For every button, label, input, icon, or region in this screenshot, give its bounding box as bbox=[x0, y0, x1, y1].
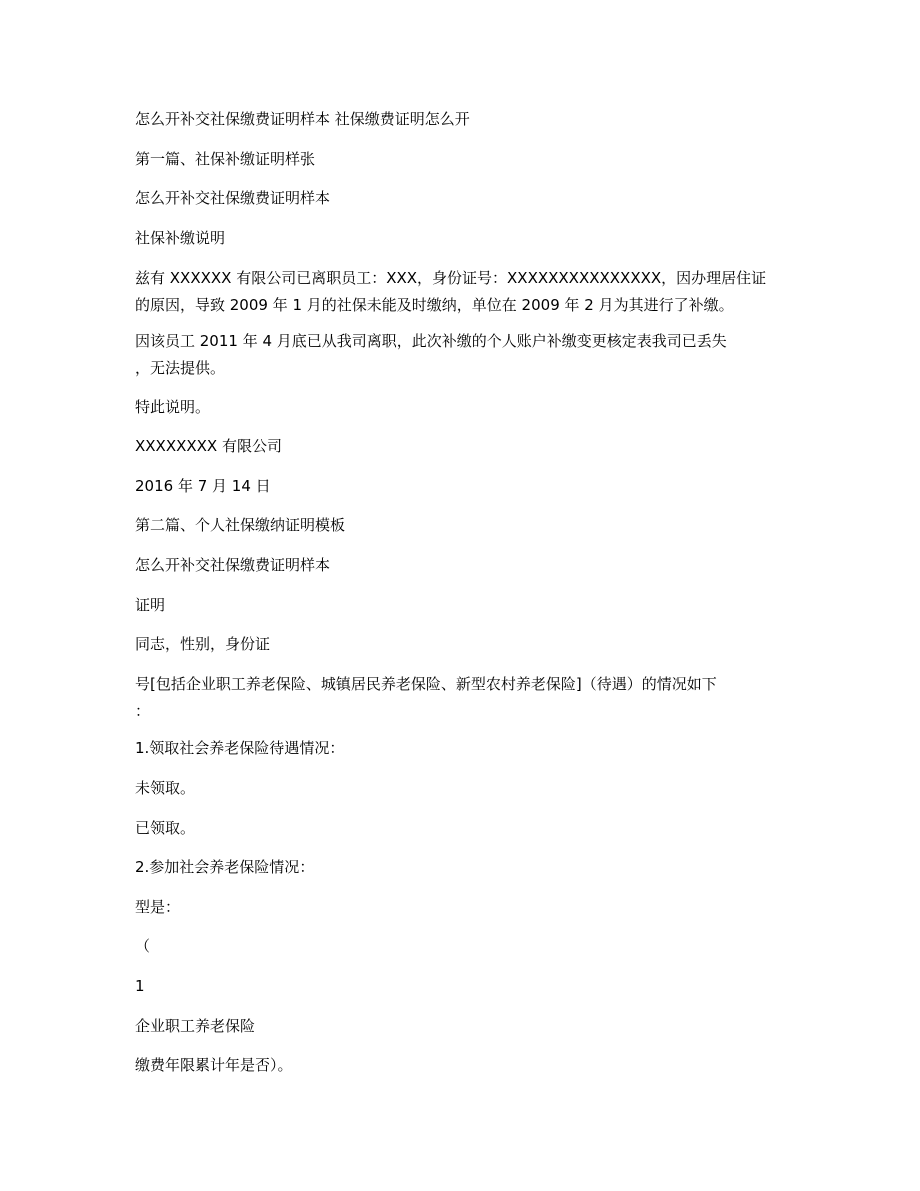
section2-id-paragraph bbox=[135, 671, 785, 725]
section1-closing: 特此说明。 bbox=[135, 398, 211, 416]
section1-body-paragraph-1 bbox=[135, 265, 785, 319]
section2-item-1: 1.领取社会养老保险待遇情况： bbox=[135, 739, 345, 757]
id-line-1: 号[包括企业职工养老保险、城镇居民养老保险、新型农村养老保险]（待遇）的情况如下 bbox=[135, 675, 717, 693]
body2-line-1: 因该员工 2011 年 4 月底已从我司离职，此次补缴的个人账户补缴变更核定表我司已丢失 bbox=[135, 332, 727, 350]
section2-insurance-type: 企业职工养老保险 bbox=[135, 1017, 256, 1035]
section2-item-1-a: 未领取。 bbox=[135, 779, 196, 797]
section2-doc-title: 证明 bbox=[135, 596, 166, 614]
id-line-2: ： bbox=[135, 702, 151, 720]
section1-doc-title: 社保补缴说明 bbox=[135, 229, 226, 247]
section1-heading: 第一篇、社保补缴证明样张 bbox=[135, 150, 316, 168]
section1-subheading: 怎么开补交社保缴费证明样本 bbox=[135, 189, 331, 207]
section2-paren-open: （ bbox=[135, 937, 151, 955]
section2-item-2: 2.参加社会养老保险情况： bbox=[135, 858, 315, 876]
section1-company: XXXXXXXX 有限公司 bbox=[135, 437, 282, 455]
section1-body-paragraph-2 bbox=[135, 328, 785, 382]
section2-comrade-line: 同志，性别，身份证 bbox=[135, 635, 271, 653]
section2-type-label: 型是： bbox=[135, 898, 181, 916]
section2-item-1-b: 已领取。 bbox=[135, 819, 196, 837]
body2-line-2: ，无法提供。 bbox=[135, 359, 226, 377]
section2-heading: 第二篇、个人社保缴纳证明模板 bbox=[135, 516, 346, 534]
section2-years-note: 缴费年限累计年是否）。 bbox=[135, 1056, 293, 1074]
section1-date: 2016 年 7 月 14 日 bbox=[135, 477, 271, 495]
section2-number-one: 1 bbox=[135, 977, 145, 995]
document-title: 怎么开补交社保缴费证明样本 社保缴费证明怎么开 bbox=[135, 110, 470, 128]
body1-line-2: 的原因，导致 2009 年 1 月的社保未能及时缴纳，单位在 2009 年 2 月为其进行了补缴。 bbox=[135, 296, 734, 314]
body1-line-1: 兹有 XXXXXX 有限公司已离职员工：XXX，身份证号：XXXXXXXXXXXXXXX，因办理居住证 bbox=[135, 269, 767, 287]
section2-subheading: 怎么开补交社保缴费证明样本 bbox=[135, 556, 331, 574]
